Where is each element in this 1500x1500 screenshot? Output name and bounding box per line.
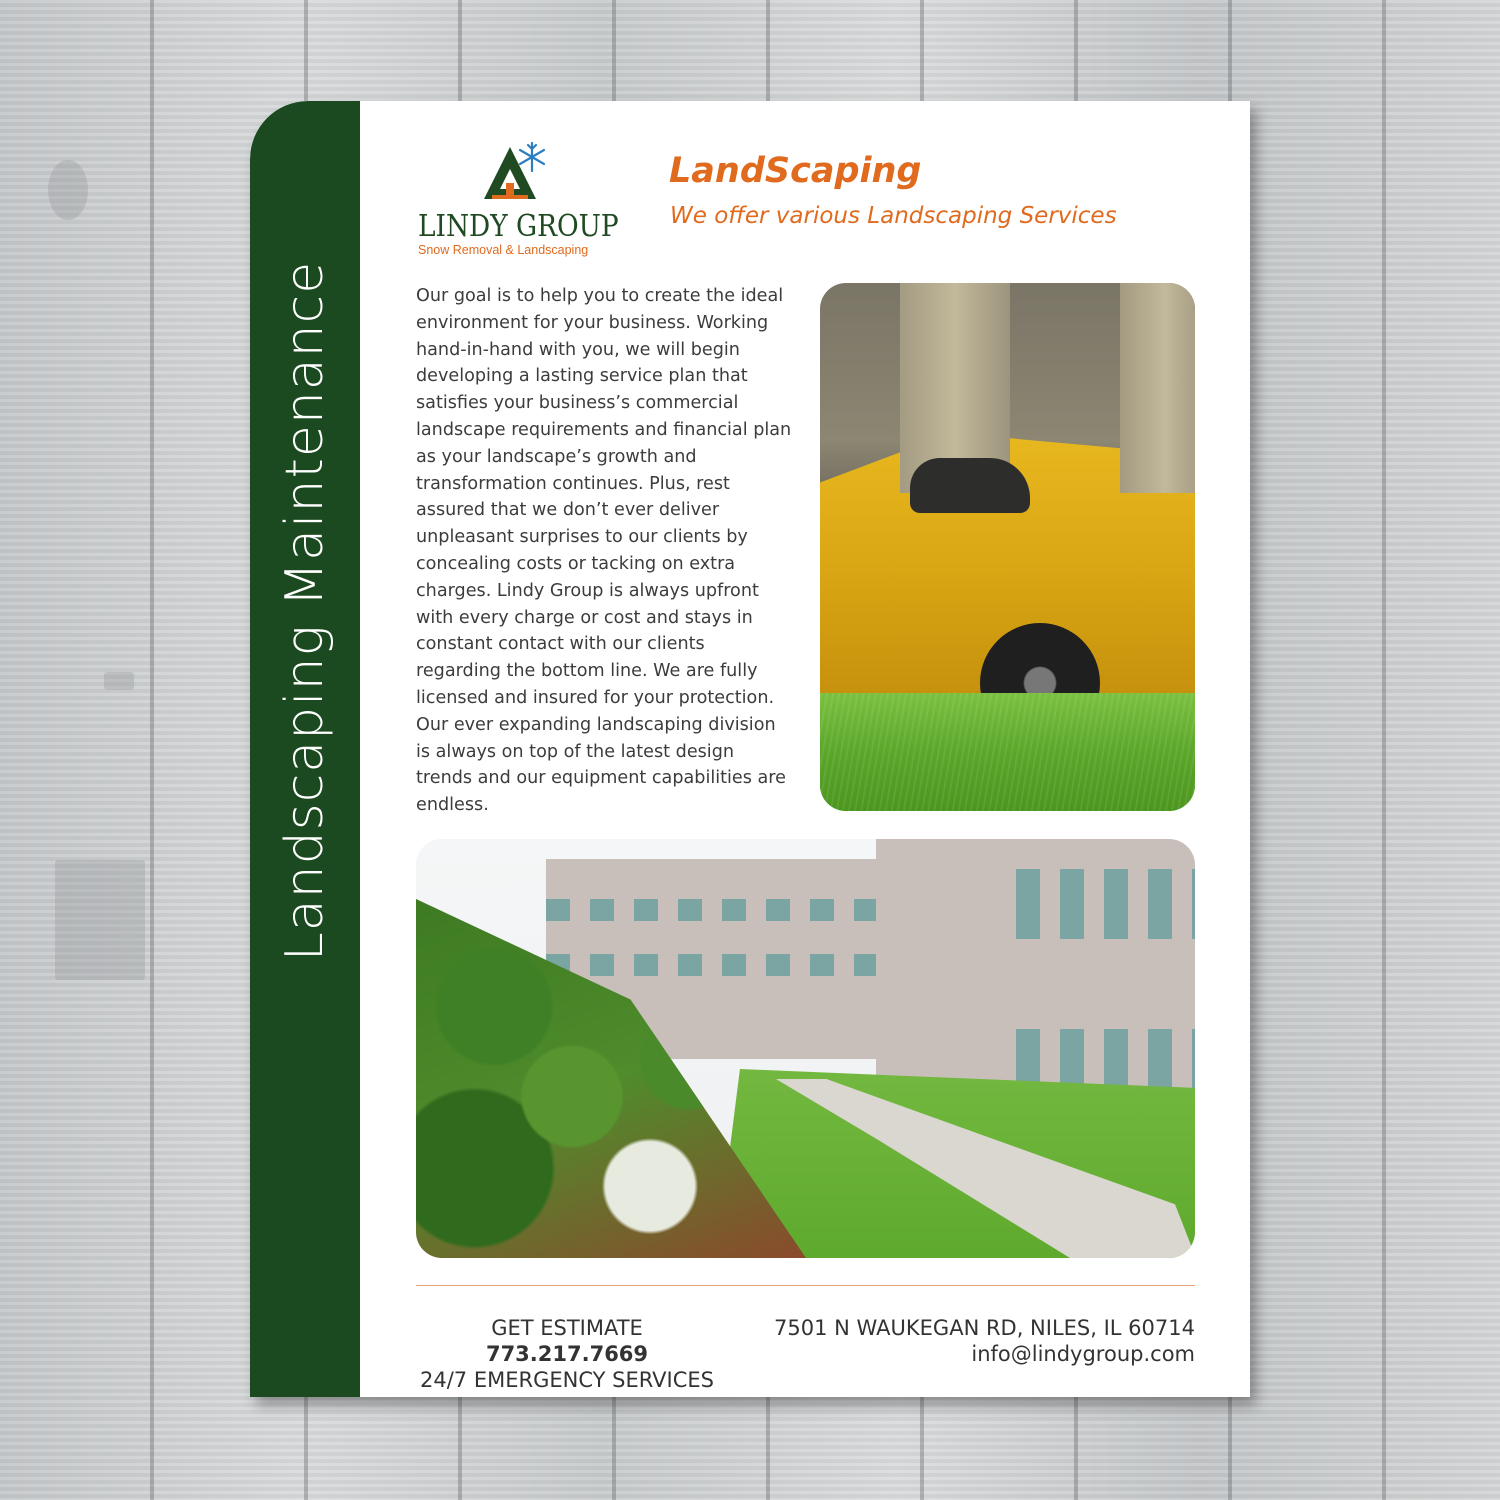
page-title: LandScaping (669, 151, 922, 191)
grass-area (820, 693, 1195, 811)
campus-photo (416, 839, 1195, 1258)
sidebar-band (250, 101, 360, 1397)
building-left-windows (546, 899, 876, 921)
flyer-sheet (250, 101, 1250, 1397)
building-left-windows-2 (546, 954, 876, 976)
footer-divider (416, 1285, 1195, 1286)
emergency-services: 24/7 EMERGENCY SERVICES (420, 1368, 714, 1392)
mower-photo (820, 283, 1195, 811)
sidebar-title: Landscaping Maintenance (275, 260, 335, 962)
footer-contact (416, 1315, 718, 1393)
wood-nail (104, 672, 134, 690)
body-paragraph: Our goal is to help you to create the ideal environment for your business. Working hand-in-hand with you, we will begin developing a lasting service plan that satisfies your business’s commercial landscape requirements and financial plan as your landscape’s growth and transformation continues. Plus, rest assured that we don’t ever deliver unpleasant surprises to our clients by concealing costs or tacking on extra charges. Lindy Group is always upfront with every charge or cost and stays in constant contact with our clients regarding the bottom line. We are fully licensed and insured for your protection. Our ever expanding landscaping division is always on top of the latest design trends and our equipment capabilities are endless. (416, 286, 792, 816)
estimate-line (416, 1315, 718, 1367)
address: 7501 N WAUKEGAN RD, NILES, IL 60714 (774, 1316, 1195, 1340)
company-logo (416, 137, 626, 262)
tree-snowflake-icon (478, 137, 558, 207)
footer-address-block (774, 1315, 1195, 1367)
estimate-label: GET ESTIMATE (491, 1316, 643, 1340)
email-link[interactable]: info@lindygroup.com (971, 1342, 1195, 1366)
logo-tagline: Snow Removal & Landscaping (418, 243, 589, 257)
mower-operator-shoe (910, 458, 1030, 513)
page-subtitle: We offer various Landscaping Services (670, 203, 1117, 229)
wood-knot (48, 160, 88, 220)
wood-patch (55, 860, 145, 980)
building-right-windows-2 (1016, 1029, 1195, 1089)
phone-number[interactable]: 773.217.7669 (485, 1342, 649, 1366)
logo-name: LINDY GROUP (418, 209, 619, 244)
building-right-windows (1016, 869, 1195, 939)
mower-operator-leg-right (1120, 283, 1195, 493)
